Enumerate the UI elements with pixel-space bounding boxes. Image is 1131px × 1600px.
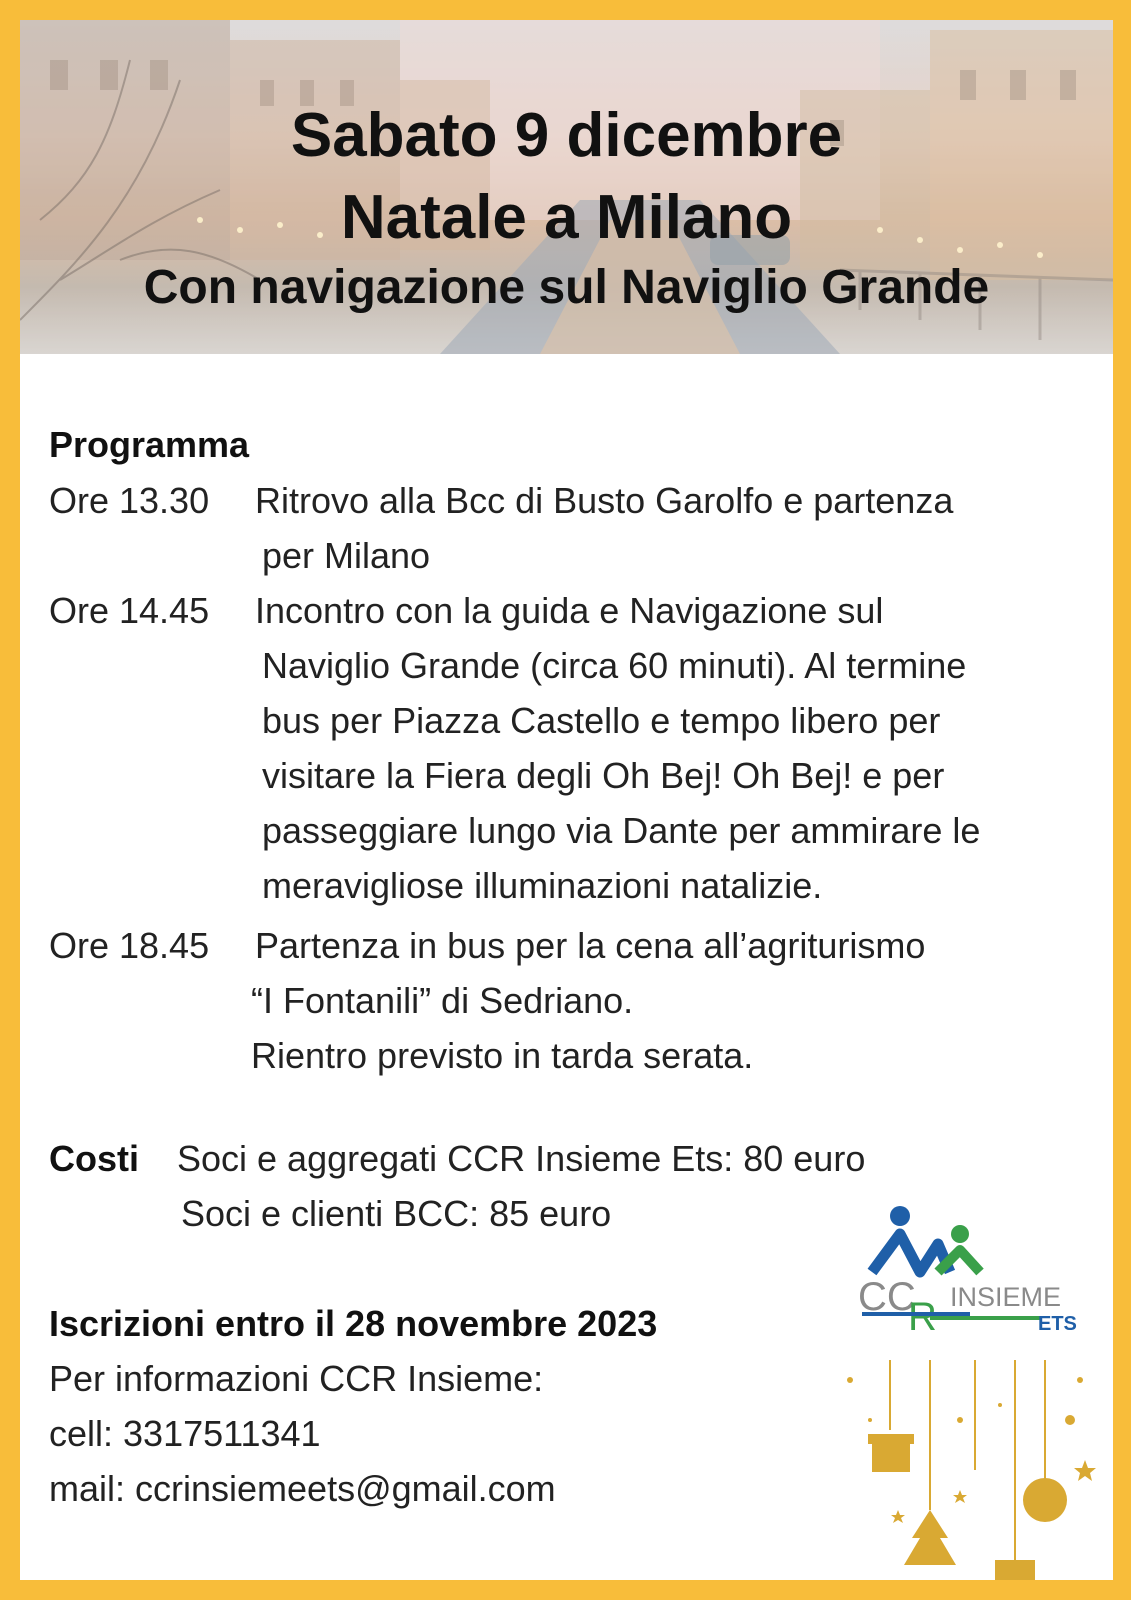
program-text-line: “I Fontanili” di Sedriano.: [251, 980, 634, 1021]
logo-insieme-text: INSIEME: [950, 1282, 1062, 1312]
program-time: Ore 14.45: [49, 590, 210, 631]
program-text-line: passeggiare lungo via Dante per ammirare le: [262, 810, 981, 851]
logo-r-text: R: [908, 1295, 937, 1339]
logo-cc-text: CC: [858, 1275, 916, 1319]
ornaments-graphic: [830, 1360, 1100, 1580]
costi-heading: Costi: [49, 1138, 139, 1179]
phone-number[interactable]: cell: 3317511341: [49, 1413, 321, 1454]
christmas-ornaments-decoration: [830, 1360, 1100, 1580]
program-text-line: Ritrovo alla Bcc di Busto Garolfo e partenza: [255, 480, 954, 521]
program-time: Ore 13.30: [49, 480, 210, 521]
program-text-line: visitare la Fiera degli Oh Bej! Oh Bej! e per: [262, 755, 945, 796]
logo-ets-text: ETS: [1038, 1313, 1077, 1335]
logo-person-blue-icon: [890, 1206, 910, 1226]
program-text-line: Partenza in bus per la cena all’agriturismo: [255, 925, 926, 966]
logo-person-green-icon: [951, 1225, 969, 1243]
program-text-line: meravigliose illuminazioni natalizie.: [262, 865, 823, 906]
gift-icon-2: [995, 1560, 1035, 1580]
iscrizioni-heading: Iscrizioni entro il 28 novembre 2023: [49, 1303, 658, 1344]
program-time: Ore 18.45: [49, 925, 210, 966]
program-text-line: Rientro previsto in tarda serata.: [251, 1035, 754, 1076]
program-text-line: bus per Piazza Castello e tempo libero per: [262, 700, 941, 741]
costo-line: Soci e aggregati CCR Insieme Ets: 80 euro: [177, 1138, 866, 1179]
hero-banner: [20, 20, 1113, 354]
event-date-title: Sabato 9 dicembre: [290, 101, 843, 170]
program-text-line: Incontro con la guida e Navigazione sul: [255, 590, 884, 631]
program-text-line: per Milano: [262, 535, 431, 576]
info-line: Per informazioni CCR Insieme:: [49, 1358, 544, 1399]
ccr-insieme-logo: [850, 1202, 1090, 1352]
bauble-icon: [1023, 1478, 1067, 1522]
flyer-page: [20, 20, 1113, 1580]
programma-heading: Programma: [49, 424, 250, 465]
star-icon: [1074, 1460, 1096, 1481]
costo-line: Soci e clienti BCC: 85 euro: [181, 1193, 612, 1234]
event-name-title: Natale a Milano: [340, 183, 793, 252]
program-text-line: Naviglio Grande (circa 60 minuti). Al termine: [262, 645, 967, 686]
gift-icon: [872, 1442, 910, 1472]
tree-icon: [904, 1510, 956, 1565]
email-address[interactable]: mail: ccrinsiemeets@gmail.com: [49, 1468, 556, 1509]
logo-graphic: [850, 1202, 1090, 1352]
event-subtitle: Con navigazione sul Naviglio Grande: [143, 261, 990, 314]
